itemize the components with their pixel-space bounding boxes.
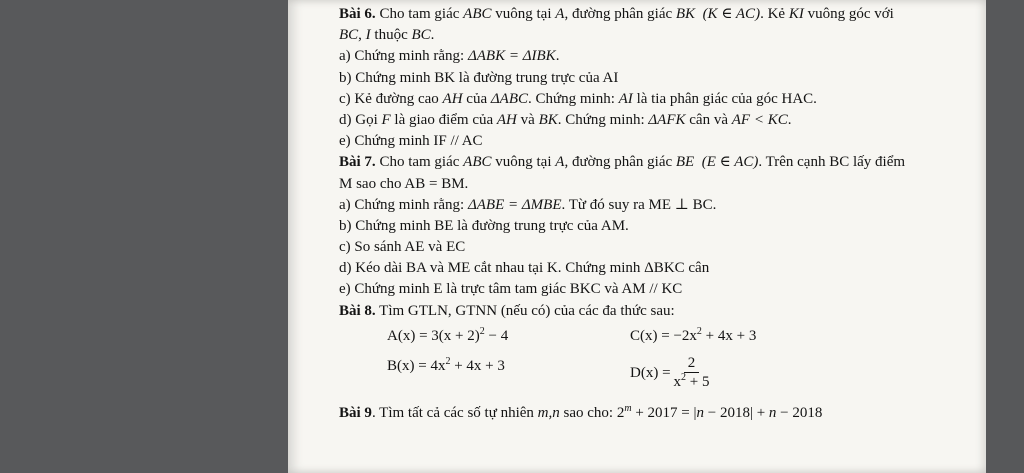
text: vuông tại xyxy=(491,154,556,171)
text: . Chứng minh: xyxy=(557,111,649,128)
exponent: 2 xyxy=(681,371,687,383)
bai6-part-c xyxy=(339,89,979,110)
bai8-formula-row-2 xyxy=(339,356,979,400)
text: d) Kéo dài BA và ME cắt nhau tại K. Chứng minh ΔBKC cân xyxy=(339,260,710,277)
math: ΔAFK xyxy=(648,111,686,128)
text: . xyxy=(787,111,792,128)
text: . Tìm tất cả các số tự nhiên xyxy=(371,404,538,421)
formula-text: A(x) = 3(x + 2) xyxy=(387,327,480,344)
math: A xyxy=(555,154,565,171)
text: . Trên cạnh BC lấy điểm xyxy=(758,154,906,171)
text: . xyxy=(430,27,435,44)
text: e) Chứng minh IF // AC xyxy=(339,133,483,150)
text: và xyxy=(516,111,539,128)
text: Cho tam giác xyxy=(375,6,464,22)
bai6-heading-line xyxy=(339,4,979,25)
formula-text: B(x) = 4x xyxy=(387,357,446,374)
math: BK xyxy=(675,6,696,22)
text: . Chứng minh: xyxy=(528,90,619,107)
bai7-part-c xyxy=(339,237,979,258)
exponent: 2 xyxy=(445,355,451,367)
text: Cho tam giác xyxy=(375,154,464,171)
bai7-part-b xyxy=(339,216,979,237)
text: cân và xyxy=(685,111,732,128)
text: b) Chứng minh BK là đường trung trực của AI xyxy=(339,69,619,86)
formula-text: D(x) = xyxy=(630,364,671,381)
formula-text: − 4 xyxy=(484,327,509,344)
text: c) So sánh AE và EC xyxy=(339,239,466,256)
formula-text: x xyxy=(673,373,682,390)
math: n xyxy=(696,404,704,421)
bai6-part-a xyxy=(339,46,979,67)
document-page xyxy=(288,0,986,473)
text: a) Chứng minh rằng: xyxy=(339,196,468,213)
exponent: 2 xyxy=(479,325,485,337)
math: BK xyxy=(538,111,558,128)
formula-text: + 4x + 3 xyxy=(450,357,505,374)
math: BE xyxy=(675,154,695,171)
bai7-part-e xyxy=(339,279,979,300)
math: F xyxy=(381,111,391,128)
math: m xyxy=(624,402,632,414)
math: (E ∈ AC) xyxy=(701,154,759,171)
bai6-part-d xyxy=(339,110,979,131)
math: n xyxy=(768,404,777,421)
formula-text: 2 xyxy=(616,404,625,421)
bai6-label: Bài 6. xyxy=(339,6,376,22)
math: (K ∈ AC) xyxy=(702,6,761,22)
bai6-line2 xyxy=(339,25,979,46)
viewer-left-margin xyxy=(0,0,288,473)
math: ΔABE = ΔMBE xyxy=(467,196,562,213)
text: . Kẻ xyxy=(760,6,789,22)
bai9-label: Bài 9 xyxy=(339,404,372,421)
formula-text: − 2018| + xyxy=(703,404,769,421)
bai8-label: Bài 8. xyxy=(339,302,376,319)
viewer-right-margin xyxy=(986,0,1024,473)
text: , xyxy=(358,27,366,44)
math: ΔABK = ΔIBK xyxy=(467,48,556,65)
text: . Từ đó suy ra ME ⊥ BC. xyxy=(561,196,717,213)
text: d) Gọi xyxy=(339,111,382,128)
formula-D xyxy=(630,356,710,391)
math: KI xyxy=(788,6,804,22)
bai7-line2 xyxy=(339,174,979,195)
bai9-line xyxy=(339,401,979,425)
math: A xyxy=(555,6,565,22)
text: a) Chứng minh rằng: xyxy=(339,48,468,65)
formula-C xyxy=(630,325,757,345)
bai7-part-d xyxy=(339,258,979,279)
formula-text: + 5 xyxy=(686,373,710,390)
bai7-part-a xyxy=(339,195,979,216)
math: AF < KC xyxy=(731,111,788,128)
math: ABC xyxy=(463,154,492,171)
math: ABC xyxy=(463,6,492,22)
exponent: 2 xyxy=(696,325,702,337)
bai6-part-e xyxy=(339,131,979,152)
text: c) Kẻ đường cao xyxy=(339,90,443,107)
bai7-heading-line xyxy=(339,152,979,173)
math: m,n xyxy=(537,404,560,421)
text: là tia phân giác của góc HAC. xyxy=(632,90,817,107)
fraction-denominator xyxy=(674,373,710,391)
math: BC xyxy=(339,27,359,44)
bai8-formula-row-1 xyxy=(339,322,979,356)
math: ΔABC xyxy=(490,90,528,107)
formula-text: + 4x + 3 xyxy=(701,327,757,344)
text: vuông góc với xyxy=(803,6,894,22)
formula-text: C(x) = −2x xyxy=(630,327,697,344)
math: BC xyxy=(411,27,431,44)
formula-A xyxy=(387,325,509,345)
text: . xyxy=(555,48,560,65)
text: thuộc xyxy=(370,27,412,44)
fraction xyxy=(674,356,710,391)
formula-text: − 2018 xyxy=(776,404,823,421)
fraction-numerator: 2 xyxy=(684,356,700,373)
text: của xyxy=(462,90,491,107)
math: AH xyxy=(496,111,517,128)
exponent xyxy=(624,403,631,414)
text: b) Chứng minh BE là đường trung trực của AM. xyxy=(339,217,629,234)
math: AI xyxy=(618,90,633,107)
math: I xyxy=(365,27,371,44)
page-content xyxy=(339,4,979,425)
formula-B xyxy=(387,355,505,375)
bai8-heading-line xyxy=(339,301,979,322)
text: , đường phân giác xyxy=(564,6,676,22)
text: , đường phân giác xyxy=(564,154,676,171)
text: vuông tại xyxy=(491,6,556,22)
text: e) Chứng minh E là trực tâm tam giác BKC và AM // KC xyxy=(339,281,683,298)
math: AH xyxy=(442,90,463,107)
text: sao cho: xyxy=(559,404,617,421)
formula-text: + 2017 = | xyxy=(631,404,697,421)
bai7-label: Bài 7. xyxy=(339,154,376,171)
text: M sao cho AB = BM. xyxy=(339,175,469,192)
text: Tìm GTLN, GTNN (nếu có) của các đa thức sau: xyxy=(375,302,675,319)
text: là giao điểm của xyxy=(390,111,497,128)
bai6-part-b xyxy=(339,68,979,89)
